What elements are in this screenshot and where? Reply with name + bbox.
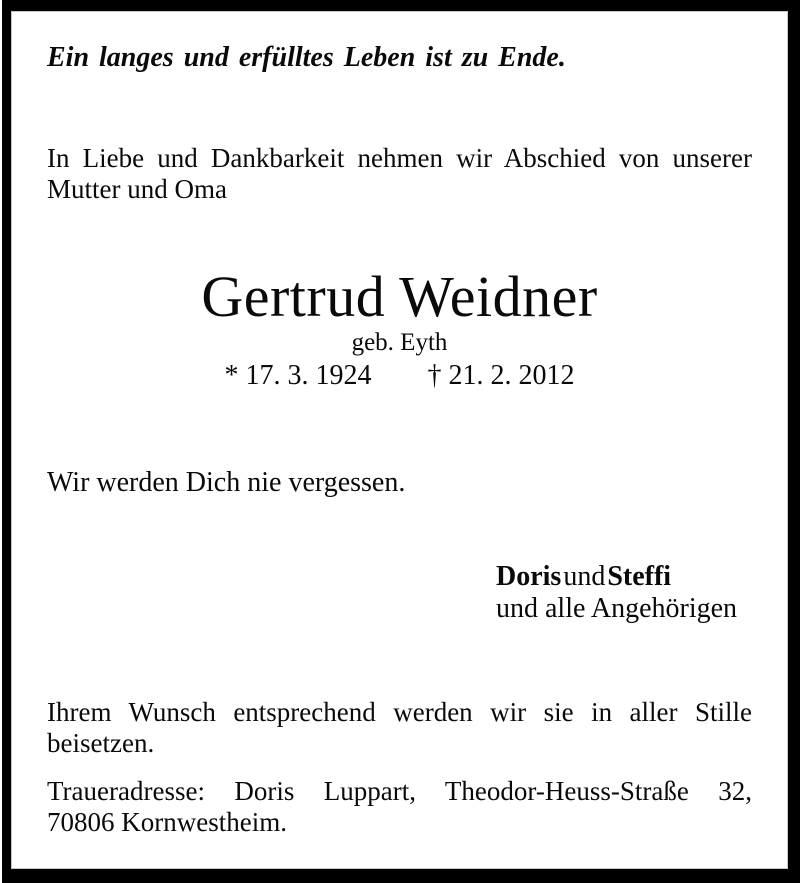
farewell-line: Wir werden Dich nie vergessen. xyxy=(47,467,406,498)
mourner-names-line xyxy=(496,561,752,593)
address-line-1: Traueradresse: Doris Luppart, Theodor-Heuss-Straße 32, xyxy=(47,776,752,806)
intro-line-2: Mutter und Oma xyxy=(47,174,227,204)
mourners-block xyxy=(496,561,752,625)
relatives-line: und alle Angehörigen xyxy=(496,593,738,624)
intro-paragraph xyxy=(47,143,752,205)
birth-date: * 17. 3. 1924 xyxy=(224,360,372,391)
maiden-name: geb. Eyth xyxy=(351,329,448,356)
address-paragraph xyxy=(47,776,752,838)
mourner-name-doris: Doris xyxy=(496,561,562,592)
burial-paragraph xyxy=(47,697,752,759)
mourner-name-steffi: Steffi xyxy=(607,561,672,592)
intro-line-1: In Liebe und Dankbarkeit nehmen wir Abschied von unserer xyxy=(47,143,752,173)
death-date: † 21. 2. 2012 xyxy=(427,360,575,391)
obituary-content xyxy=(11,11,788,869)
obituary-frame xyxy=(2,0,800,883)
burial-line-2: beisetzen. xyxy=(47,728,155,758)
deceased-name: Gertrud Weidner xyxy=(201,264,598,329)
life-dates xyxy=(47,360,752,392)
burial-line-1: Ihrem Wunsch entsprechend werden wir sie in aller Stille xyxy=(47,697,752,727)
address-line-2: 70806 Kornwestheim. xyxy=(47,807,287,837)
opening-line: Ein langes und erfülltes Leben ist zu Ende. xyxy=(47,42,566,73)
conjunction-text: und xyxy=(563,561,606,592)
